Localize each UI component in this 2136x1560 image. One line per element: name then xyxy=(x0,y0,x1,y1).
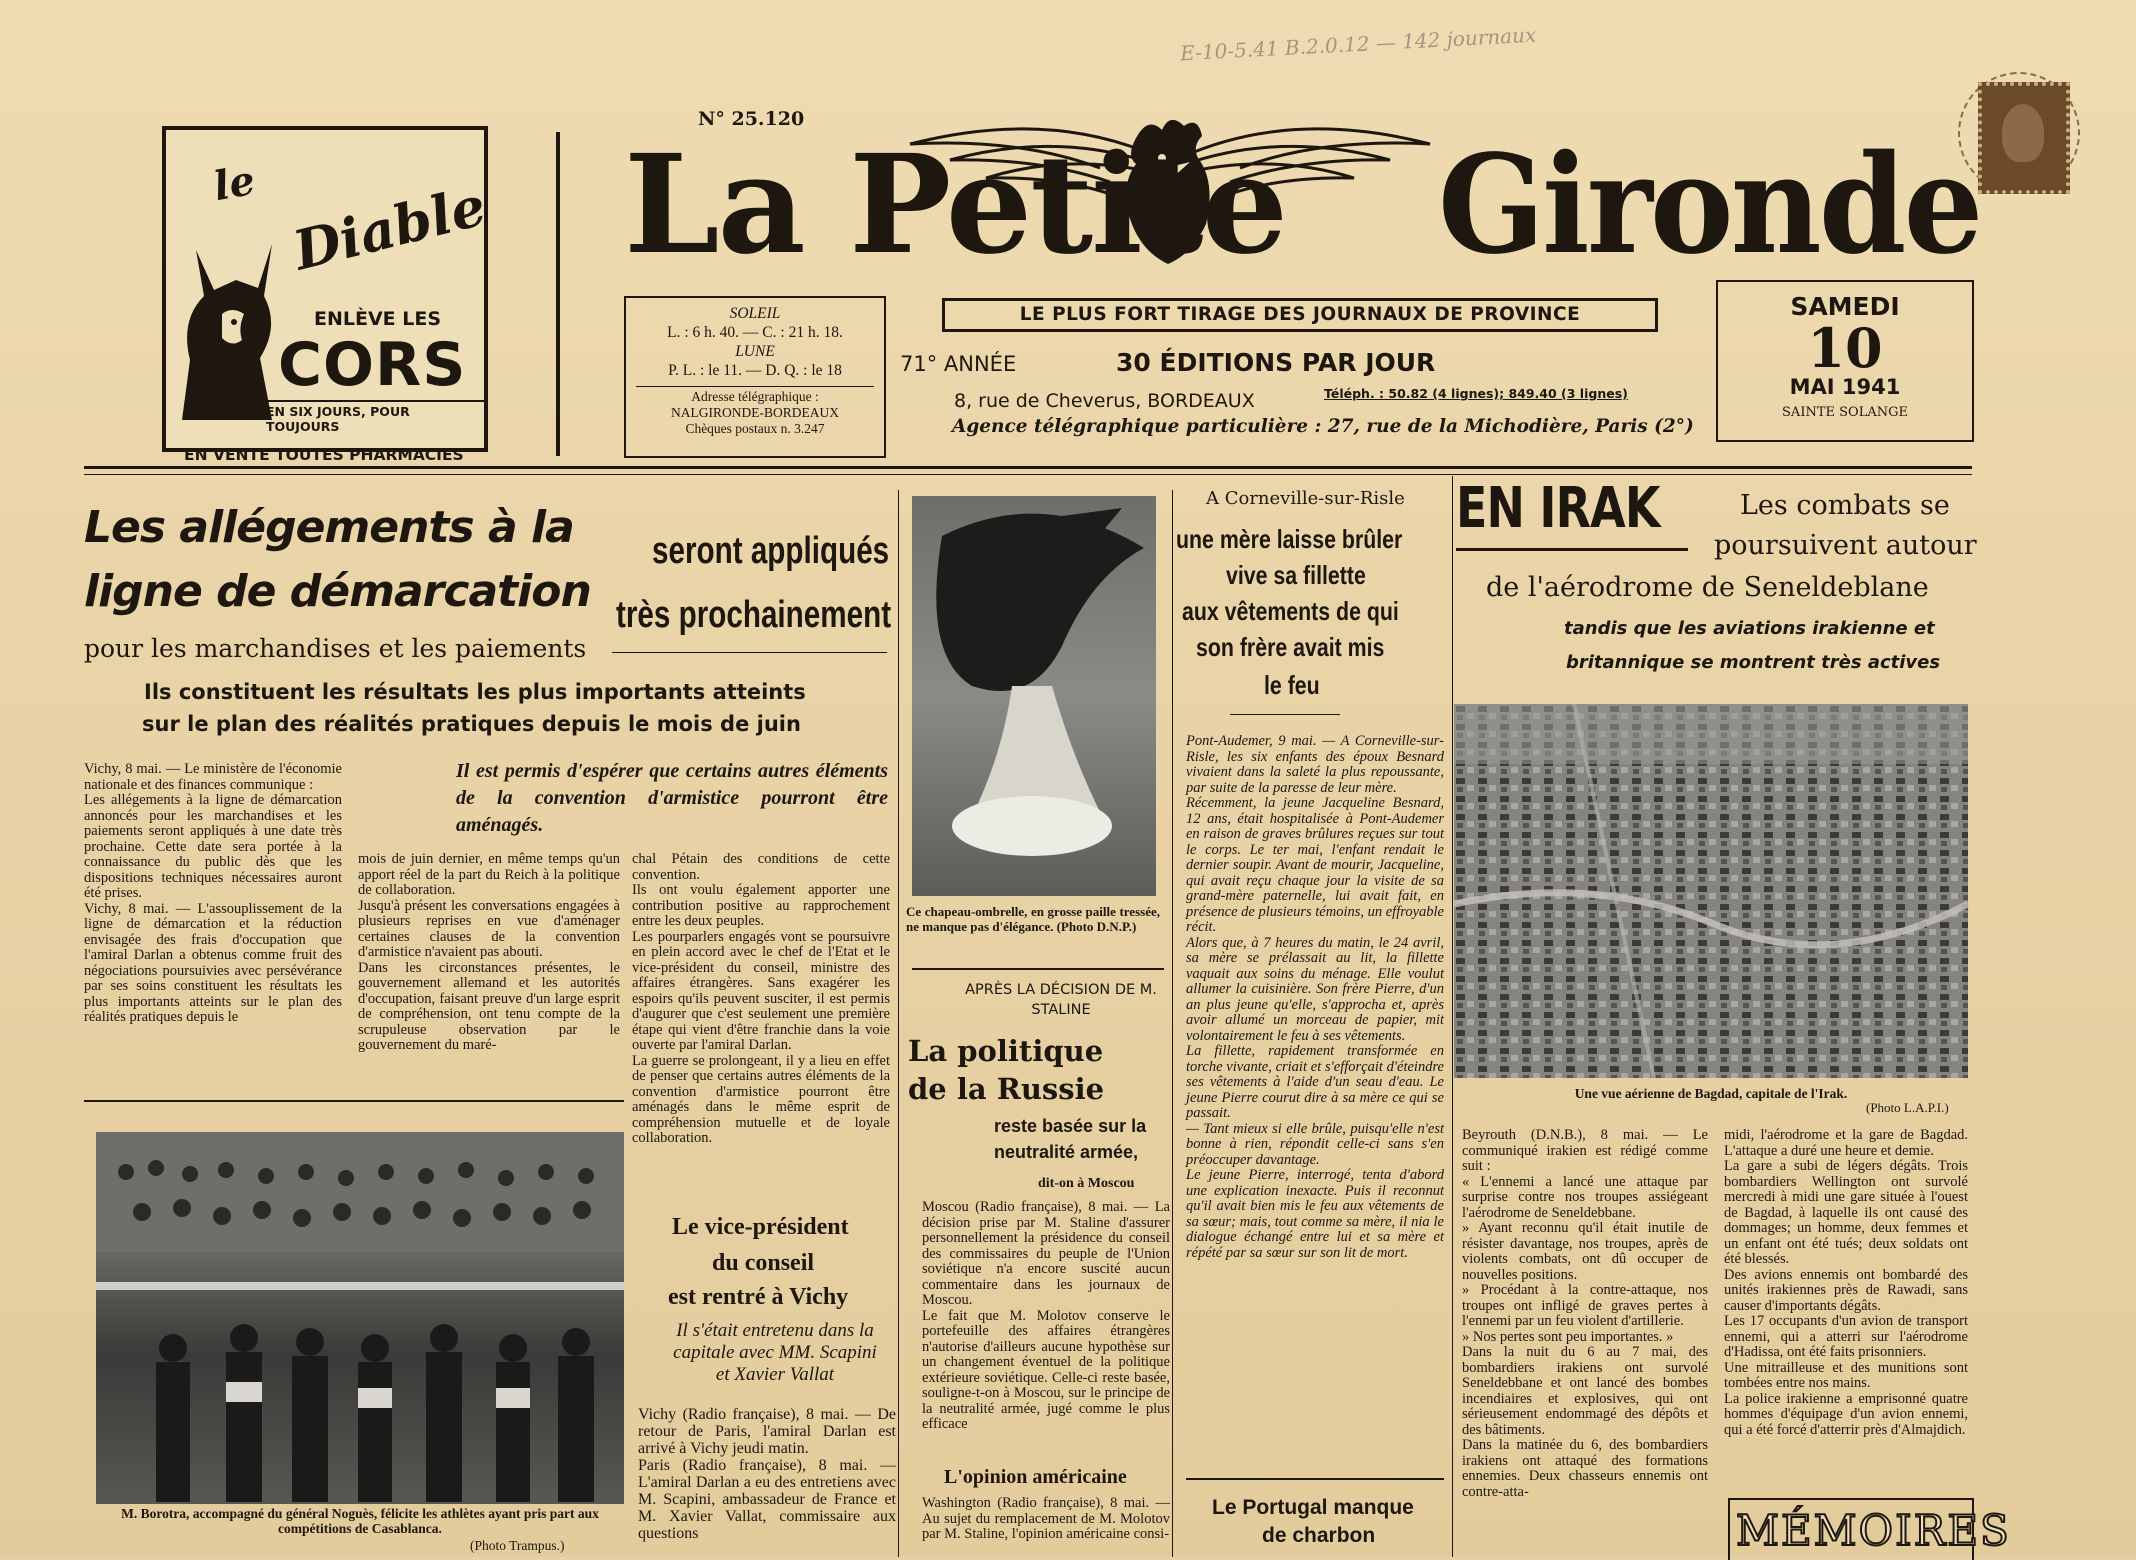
ad-cors: CORS xyxy=(278,330,467,400)
irak-label-rule xyxy=(1456,548,1688,551)
editions: 30 ÉDITIONS PAR JOUR xyxy=(1116,348,1436,377)
column-rule-b xyxy=(1172,490,1173,1557)
tagline: LE PLUS FORT TIRAGE DES JOURNAUX DE PROVINCE xyxy=(942,298,1658,332)
russia-top-rule xyxy=(912,968,1164,970)
masthead-vertical-rule xyxy=(556,132,560,456)
irak-headline-1: Les combats se xyxy=(1740,490,1950,521)
corneville-headline-3: aux vêtements de qui xyxy=(1182,596,1399,626)
cheques: Chèques postaux n. 3.247 xyxy=(685,421,825,436)
borotra-credit: (Photo Trampus.) xyxy=(470,1538,565,1553)
ad-footer: EN VENTE TOUTES PHARMACIES xyxy=(184,446,464,464)
ad-sub: EN SIX JOURS, POUR TOUJOURS xyxy=(266,400,484,434)
tele-address: NALGIRONDE-BORDEAUX xyxy=(671,405,839,420)
corneville-headline-1: une mère laisse brûler xyxy=(1176,524,1403,554)
masthead-title-part1: La Petite xyxy=(624,125,1287,285)
corneville-headline-4: son frère avait mis xyxy=(1196,632,1385,662)
irak-label: EN IRAK xyxy=(1456,476,1660,541)
borotra-caption: M. Borotra, accompagné du général Noguès, félicite les athlètes ayant pris part aux compétitions de Casablanca. xyxy=(121,1506,599,1536)
phone: Téléph. : 50.82 (4 lignes); 849.40 (3 lignes) xyxy=(1324,386,1628,401)
ad-le: le xyxy=(210,156,259,211)
crowd-image xyxy=(96,1132,624,1504)
ad-diable: Diable xyxy=(287,173,492,283)
corneville-headline-2: vive sa fillette xyxy=(1226,560,1366,590)
month-year: MAI 1941 xyxy=(1789,375,1901,399)
stamp-image xyxy=(1978,82,2070,194)
ephemeris-box xyxy=(624,296,886,458)
hat-caption: Ce chapeau-ombrelle, en grosse paille tressée, ne manque pas d'élégance. (Photo D.N.P.) xyxy=(906,904,1160,934)
lune-label: LUNE xyxy=(735,343,775,360)
tele-label: Adresse télégraphique : xyxy=(691,389,819,404)
russia-kicker: APRÈS LA DÉCISION DE M. STALINE xyxy=(965,982,1157,1018)
agency: Agence télégraphique particulière : 27, rue de la Michodière, Paris (2°) xyxy=(952,416,1694,437)
aerial-city-image xyxy=(1454,704,1968,1078)
masthead-bottom-rule xyxy=(84,466,1972,469)
lead-bottom-rule xyxy=(84,1100,624,1102)
vp-body: Vichy (Radio française), 8 mai. — De retour de Paris, l'amiral Darlan est arrivé à Vichy jeudi matin. Paris (Radio française), 8 mai. — L'amiral Darlan a eu des entretiens avec M. Scapini, ambassadeur de France et M. Xavier Vallat, commissaire aux questions xyxy=(638,1406,896,1542)
portugal-headline-1: Le Portugal manque xyxy=(1212,1496,1414,1519)
handwritten-note: E-10-5.41 B.2.0.12 — 142 journaux xyxy=(1179,22,1537,66)
baghdad-photo xyxy=(1454,704,1968,1078)
masthead-title-part2: Gironde xyxy=(1438,125,1981,285)
lead-deck-2: sur le plan des réalités pratiques depuis le mois de juin xyxy=(142,712,801,736)
portugal-headline-2: de charbon xyxy=(1262,1524,1376,1547)
vp-headline-3: est rentré à Vichy xyxy=(668,1284,849,1310)
soleil-times: L. : 6 h. 40. — C. : 21 h. 18. xyxy=(667,324,843,341)
ad-enleve: ENLÈVE LES xyxy=(314,308,442,330)
vp-deck: Il s'était entretenu dans la capitale avec MM. Scapini et Xavier Vallat xyxy=(673,1320,877,1385)
irak-deck-1: tandis que les aviations irakienne et xyxy=(1564,618,1935,639)
russia-sub-body: Washington (Radio française), 8 mai. — Au sujet du remplacement de M. Molotov par M. Staline, l'opinion américaine consi- xyxy=(922,1495,1170,1542)
russia-source: dit-on à Moscou xyxy=(1038,1176,1135,1191)
lead-column-1: Vichy, 8 mai. — Le ministère de l'économie nationale et des finances communique : Les allégements à la ligne de démarcation annoncés pour les marchandises et les paiements seront appliqués à une date très prochaine. Cette date sera portée à la connaissance du public dès que les dispositions techniques nécessaires auront été prises. Vichy, 8 mai. — L'assouplissement de la ligne de démarcation et la réduction envisagée des frais d'occupation que l'amiral Darlan a obtenus comme fruit des négociations poursuivies avec persévérance par ses soins constituent les résultats les plus importants atteints sur le plan des réalités pratiques depuis le xyxy=(84,761,342,1025)
russia-body: Moscou (Radio française), 8 mai. — La décision prise par M. Staline d'assurer personnellement la présidence du conseil des commissaires du peuple de l'Union soviétique n'a encore suscité aucun commentaire dans les journaux de Moscou. Le fait que M. Molotov conserve le portefeuille des affaires étrangères n'autorise d'ailleurs aucune hypothèse sur un changement éventuel de la politique extérieure soviétique. Celle-ci reste basée, souligne-t-on à Moscou, sur le principe de la neutralité armée, jugé comme le plus efficace xyxy=(922,1199,1170,1432)
lead-rule xyxy=(612,652,887,653)
column-rule-c xyxy=(1452,476,1453,1557)
irak-headline-2: poursuivent autour xyxy=(1714,530,1977,561)
lead-column-2: mois de juin dernier, en même temps qu'un apport réel de la part du Reich à la politique de collaboration. Jusqu'à présent les conversations engagées à plusieurs reprises en vue d'aménager certaines clauses de la convention d'armistice n'avaient pas abouti. Dans les circonstances présentes, le gouvernement allemand et les autorités d'occupation, faisant preuve d'un large esprit de compréhension, ont tenu compte de la scrupuleuse observation par le gouvernement du maré- xyxy=(358,851,620,1053)
lead-headline-line2: ligne de démarcation xyxy=(84,566,591,617)
borotra-photo xyxy=(96,1132,624,1504)
irak-column-2: midi, l'aérodrome et la gare de Bagdad. L'attaque a duré une heure et demie. La gare a subi de légers dégâts. Trois bombardiers Wellington ont survolé mercredi à midi une gare située à l'ouest de Bagdad, à laquelle ils ont causé des dommages; un homme, deux femmes et un enfant ont été tués; deux soldats ont été blessés. Des avions ennemis ont bombardé des unités irakiennes près de Rawadi, sans causer d'importants dégâts. Les 17 occupants d'un avion de transport ennemi, qui a atterri sur l'aérodrome d'Hadissa, ont été faits prisonniers. Une mitrailleuse et des munitions sont tombées entre nos mains. La police irakienne a emprisonné quatre hommes d'équipage d'un avion ennemi, qui a été forcé d'atterrir près d'Almajdich. xyxy=(1724,1127,1968,1438)
corneville-body: Pont-Audemer, 9 mai. — A Corneville-sur-Risle, les six enfants des époux Besnard vivaient dans la saleté la plus repoussante, par suite de la paresse de leur mère. Récemment, la jeune Jacqueline Besnard, 12 ans, était hospitalisée à Pont-Audemer en raison de graves brûlures reçues sur tout le corps. Le ter mai, l'enfant rendait le dernier soupir. Avant de mourir, Jacqueline, qui avait reçu chaque jour la visite de sa grand-mère paternelle, lui avait fait, en présence de plusieurs témoins, un effroyable récit. Alors que, à 7 heures du matin, le 24 avril, sa mère se prélassait au lit, la fillette vaquait aux soins du ménage. Elle voulut allumer la cuisinière. Son frère Pierre, d'un an plus jeune qu'elle, s'approcha et, après avoir allumé un morceau de papier, mit volontairement le feu à ses vêtements. La fillette, rapidement transformée en torche vivante, criait et s'efforçait d'éteindre ses vêtements à l'aide d'un seau d'eau. Le jeune Pierre courut dire à sa mère ce qui se passait. — Tant mieux si elle brûle, puisqu'elle n'est bonne à rien, répondit celle-ci sans s'en préoccuper davantage. Le jeune Pierre, interrogé, tenta d'abord une explication inexacte. Puis il reconnut qu'il avait bien mis le feu aux vêtements de sa sœur; mais, tout comme sa mère, il nia le dialogue échangé entre lui et sa mère et répété par sa sœur sur son lit de mort. xyxy=(1186,733,1444,1261)
vp-headline-2: du conseil xyxy=(712,1250,815,1276)
russia-subhead: L'opinion américaine xyxy=(944,1466,1127,1488)
russia-headline-4: neutralité armée, xyxy=(994,1142,1139,1162)
lead-headline-line1: Les allégements à la xyxy=(84,502,574,553)
year: 71° ANNÉE xyxy=(900,352,1017,376)
portugal-rule xyxy=(1186,1478,1444,1480)
address: 8, rue de Cheverus, BORDEAUX xyxy=(954,390,1255,412)
baghdad-credit: (Photo L.A.P.I.) xyxy=(1866,1100,1949,1115)
lead-headline-right1: seront appliqués xyxy=(652,530,890,572)
day: SAMEDI xyxy=(1790,292,1900,321)
lune-times: P. L. : le 11. — D. Q. : le 18 xyxy=(668,362,842,379)
saint: SAINTE SOLANGE xyxy=(1782,405,1908,420)
memoires-title: MÉMOIRES xyxy=(1736,1506,2011,1555)
irak-deck-2: britannique se montrent très actives xyxy=(1566,652,1941,673)
corneville-kicker: A Corneville-sur-Risle xyxy=(1206,488,1405,509)
corneville-rule xyxy=(1230,714,1340,715)
devil-icon xyxy=(176,230,286,420)
russia-headline-1: La politique xyxy=(908,1034,1104,1068)
hat-woman-image xyxy=(912,496,1156,896)
irak-headline-3: de l'aérodrome de Seneldeblane xyxy=(1486,572,1929,603)
soleil-label: SOLEIL xyxy=(729,305,781,322)
lead-headline-right2: très prochainement xyxy=(616,594,892,636)
vp-headline-1: Le vice-président xyxy=(672,1214,849,1240)
lead-italic-deck: Il est permis d'espérer que certains autres éléments de la convention d'armistice pourront être aménagés. xyxy=(456,760,888,836)
russia-headline-2: de la Russie xyxy=(908,1072,1105,1106)
column-rule-a xyxy=(898,490,899,1557)
masthead-bottom-rule-2 xyxy=(84,474,1972,475)
irak-column-1: Beyrouth (D.N.B.), 8 mai. — Le communiqué irakien est rédigé comme suit : « L'ennemi a lancé une attaque par surprise contre nos troupes assiégeant l'aérodrome de Seneldebbane. » Ayant reconnu qu'il était inutile de résister davantage, nos troupes, après de violents combats, ont dû occuper de nouvelles positions. » Procédant à la contre-attaque, nos troupes ont infligé de graves pertes à l'ennemi par un feu violent d'artillerie. » Nos pertes sont peu importantes. » Dans la nuit du 6 au 7 mai, des bombardiers irakiens ont survolé Seneldebbane et ont lancé des bombes incendiaires et explosives, qui ont sérieusement endommagé des dépôts et des bâtiments. Dans la matinée du 6, des bombardiers irakiens ont attaqué des formations ennemies. Deux chasseurs ennemis ont contre-atta- xyxy=(1462,1127,1708,1500)
cors-ad xyxy=(162,126,492,452)
date-number: 10 xyxy=(1807,316,1883,380)
russia-headline-3: reste basée sur la xyxy=(994,1116,1147,1136)
date-box xyxy=(1716,280,1974,442)
corneville-headline-5: le feu xyxy=(1264,670,1320,700)
lead-subheadline: pour les marchandises et les paiements xyxy=(84,634,587,663)
issue-number: N° 25.120 xyxy=(698,108,805,130)
lead-deck-1: Ils constituent les résultats les plus importants atteints xyxy=(144,680,806,704)
lead-column-3: chal Pétain des conditions de cette convention. Ils ont voulu également apporter une contribution positive au rapprochement entre les deux peuples. Les pourparlers engagés vont se poursuivre en plein accord avec le chef de l'Etat et le vice-président du conseil, ministre des affaires étrangères. Sans exagérer les espoirs qu'ils peuvent susciter, il est permis d'augurer que c'est seulement une première étape qui vient d'être franchie dans la voie ouverte par l'amiral Darlan. La guerre se prolongeant, il y a lieu en effet de penser que certains autres éléments de la convention d'armistice pourront être aménagés dans le même esprit de compréhension mutuelle et de loyale collaboration. xyxy=(632,851,890,1146)
hat-photo xyxy=(912,496,1156,896)
baghdad-caption: Une vue aérienne de Bagdad, capitale de l'Irak. xyxy=(1574,1086,1848,1101)
memoires-box xyxy=(1728,1498,2011,1560)
